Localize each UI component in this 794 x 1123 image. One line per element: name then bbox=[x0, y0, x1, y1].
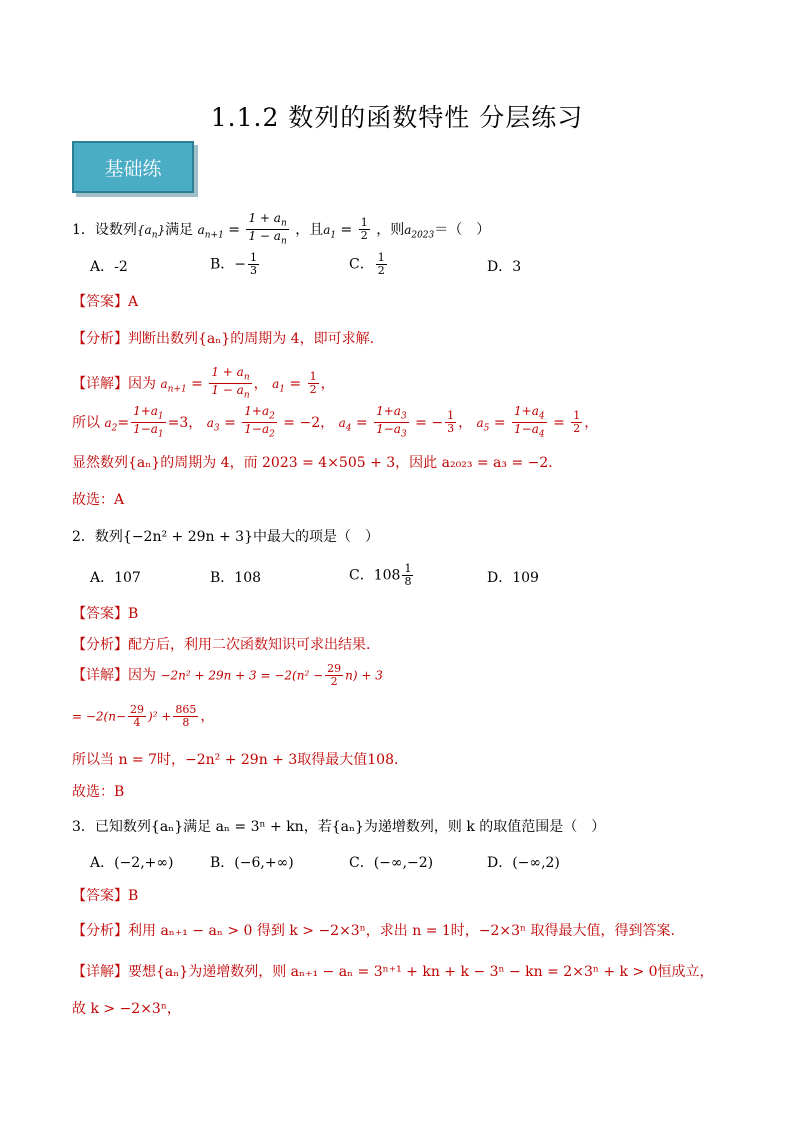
q1-option-a: A．-2 bbox=[90, 259, 128, 275]
q2-option-a: A．107 bbox=[90, 570, 141, 586]
q1-answer: 【答案】A bbox=[72, 294, 139, 310]
q1-conclusion: 显然数列{aₙ}的周期为 4，而 2023 = 4×505 + 3，因此 a₂₀₂₃ = a₃ = −2． bbox=[72, 455, 563, 471]
q3-stem: 3．已知数列{aₙ}满足 aₙ = 3ⁿ + kn，若{aₙ}为递增数列，则 k 的取值范围是（ ） bbox=[72, 819, 606, 835]
q2-choose: 故选：B bbox=[72, 784, 125, 800]
q2-stem: 2．数列{−2n² + 29n + 3}中最大的项是（ ） bbox=[72, 529, 379, 545]
q3-answer: 【答案】B bbox=[72, 888, 139, 904]
q2-detail-line2: = −2(n− $\frac{29}{4}$ )² + $\frac{865}{8}$ ， bbox=[72, 703, 215, 730]
q3-option-b: B．(−6,+∞) bbox=[210, 855, 294, 871]
page-title: 1.1.2 数列的函数特性 分层练习 bbox=[210, 103, 584, 132]
q1-option-d: D．3 bbox=[487, 259, 522, 275]
q3-analysis: 【分析】利用 aₙ₊₁ − aₙ > 0 得到 k > −2×3ⁿ，求出 n = 1时，−2×3ⁿ 取得最大值，得到答案. bbox=[72, 923, 676, 939]
q3-option-a: A．(−2,+∞) bbox=[90, 855, 174, 871]
q1-detail-line2: 所以 $a_2=$ $\frac{1+a_1}{1-a_1}$ =3， $a_3$ = $\frac{1+a_2}{1-a_2}$ = −2， $a_4$ = $\frac{1+a_3}{1-a_3}$ = − $\frac{1}{3}$ ， $a_5$ = $\frac{1+a_4}{1-a_4}$ = $\frac{1}{2}$ ， bbox=[72, 404, 599, 440]
q2-so: 所以当 n = 7时，−2n² + 29n + 3取得最大值108． bbox=[72, 752, 408, 768]
q2-analysis: 【分析】配方后，利用二次函数知识可求出结果. bbox=[72, 637, 371, 653]
q2-detail: 【详解】因为 −2n² + 29n + 3 = −2(n² − $\frac{29}{2}$ n) + 3 bbox=[72, 662, 383, 689]
q1-option-c: C． $\frac{1}{2}$ bbox=[349, 251, 385, 278]
q3-detail: 【详解】要想{aₙ}为递增数列，则 aₙ₊₁ − aₙ = 3ⁿ⁺¹ + kn + k − 3ⁿ − kn = 2×3ⁿ + k > 0恒成立， bbox=[72, 964, 714, 980]
q3-last: 故 k > −2×3ⁿ， bbox=[72, 1001, 181, 1017]
q3-option-d: D．(−∞,2) bbox=[487, 855, 560, 871]
q2-option-d: D．109 bbox=[487, 570, 539, 586]
q1-detail: 【详解】因为 $a_{n+1}$ = $\frac{1 + a_n}{1 - a_n}$ ， $a_1$ = $\frac{1}{2}$ ， bbox=[72, 365, 335, 401]
q2-option-b: B．108 bbox=[210, 570, 262, 586]
q1-option-b: B．− $\frac{1}{3}$ bbox=[210, 251, 258, 278]
q1-stem: 1．设数列$\{a_n\}$满足 $a_{n+1}$ = $\frac{1 + a_n}{1 - a_n}$ ，且$a_1$ = $\frac{1}{2}$ ，则$a_{2023}=$（ ） bbox=[72, 211, 491, 247]
q1-analysis: 【分析】判断出数列{aₙ}的周期为 4，即可求解. bbox=[72, 331, 375, 347]
q1-choose: 故选：A bbox=[72, 492, 125, 508]
q2-answer: 【答案】B bbox=[72, 606, 139, 622]
section-badge: 基础练 bbox=[72, 141, 194, 193]
q2-option-c: C．108 $\frac{1}{8}$ bbox=[349, 562, 412, 589]
q3-option-c: C．(−∞,−2) bbox=[349, 855, 434, 871]
